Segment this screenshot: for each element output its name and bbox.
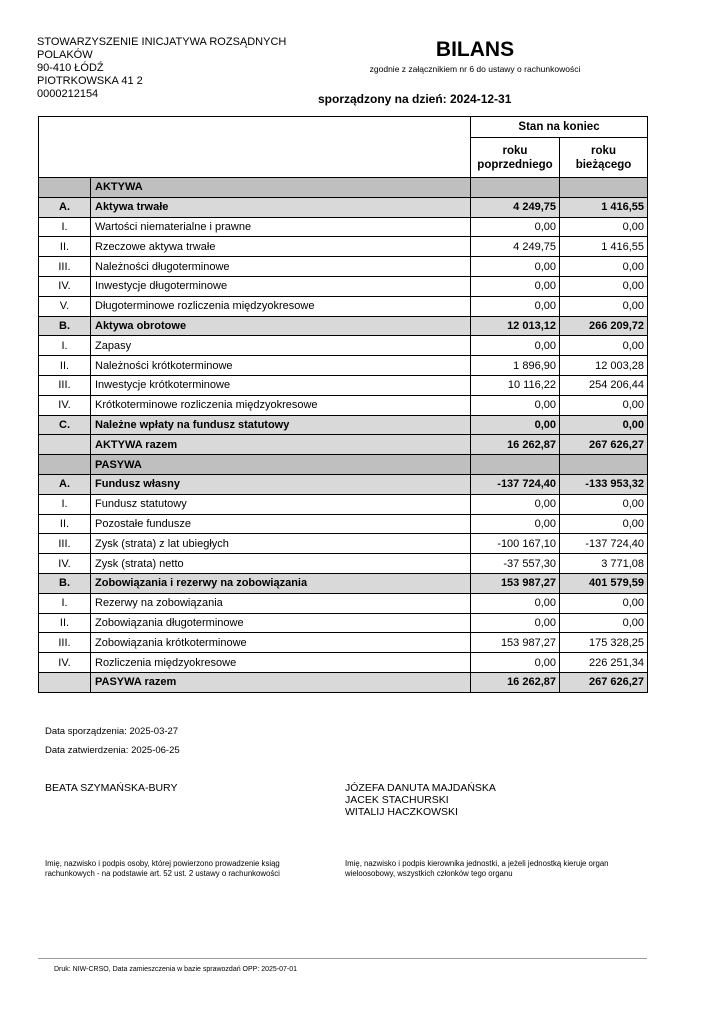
row-prev-value: 0,00 [471, 613, 560, 633]
row-code: III. [39, 534, 91, 554]
board-signers [345, 782, 496, 818]
row-label: Aktywa trwałe [91, 197, 471, 217]
row-label: Długoterminowe rozliczenia międzyokresowe [91, 296, 471, 316]
row-label: Zysk (strata) netto [91, 554, 471, 574]
table-row [39, 395, 648, 415]
row-curr-value: 0,00 [560, 217, 648, 237]
row-code: B. [39, 316, 91, 336]
row-label: Wartości niematerialne i prawne [91, 217, 471, 237]
table-row [39, 237, 648, 257]
caption-board [345, 859, 609, 879]
row-prev-value: -37 557,30 [471, 554, 560, 574]
row-label: Inwestycje krótkoterminowe [91, 375, 471, 395]
row-curr-value: 0,00 [560, 613, 648, 633]
header-group: Stan na koniec [471, 117, 648, 138]
row-code: V. [39, 296, 91, 316]
row-label: Zobowiązania długoterminowe [91, 613, 471, 633]
table-row [39, 316, 648, 336]
row-code: III. [39, 375, 91, 395]
row-label: AKTYWA razem [91, 435, 471, 455]
row-code: II. [39, 613, 91, 633]
row-label: Należności krótkoterminowe [91, 356, 471, 376]
table-row [39, 514, 648, 534]
row-code: III. [39, 257, 91, 277]
row-code: II. [39, 514, 91, 534]
row-label: Zysk (strata) z lat ubiegłych [91, 534, 471, 554]
board-signer: JÓZEFA DANUTA MAJDAŃSKA [345, 782, 496, 794]
table-row [39, 455, 648, 475]
row-label: Zapasy [91, 336, 471, 356]
row-prev-value: -100 167,10 [471, 534, 560, 554]
row-code: I. [39, 593, 91, 613]
row-label: Aktywa obrotowe [91, 316, 471, 336]
document-title: BILANS [435, 38, 515, 61]
date-prepared: Data sporządzenia: 2025-03-27 [45, 726, 179, 737]
row-prev-value: 4 249,75 [471, 197, 560, 217]
table-row [39, 554, 648, 574]
balance-table [38, 116, 648, 693]
row-prev-value [471, 178, 560, 198]
board-signer: JACEK STACHURSKI [345, 794, 449, 806]
table-row [39, 257, 648, 277]
row-prev-value: 153 987,27 [471, 573, 560, 593]
table-row [39, 415, 648, 435]
header-prev-l1: roku [502, 144, 528, 157]
row-prev-value: 12 013,12 [471, 316, 560, 336]
row-code: A. [39, 474, 91, 494]
table-row [39, 534, 648, 554]
row-code [39, 435, 91, 455]
row-curr-value: 0,00 [560, 415, 648, 435]
table-row [39, 613, 648, 633]
row-prev-value: 10 116,22 [471, 375, 560, 395]
table-row [39, 573, 648, 593]
table-row [39, 494, 648, 514]
org-name-line2: POLAKÓW [37, 49, 93, 61]
org-number: 0000212154 [37, 88, 99, 100]
table-row [39, 356, 648, 376]
caption-board-l1: Imię, nazwisko i podpis kierownika jednostki, a jeżeli jednostką kieruje organ [345, 859, 609, 868]
row-label: PASYWA razem [91, 672, 471, 692]
row-curr-value: 0,00 [560, 395, 648, 415]
row-label: Fundusz własny [91, 474, 471, 494]
row-code: I. [39, 217, 91, 237]
footer-divider [38, 958, 647, 959]
row-code: A. [39, 197, 91, 217]
row-curr-value: 0,00 [560, 514, 648, 534]
table-row [39, 435, 648, 455]
table-row [39, 474, 648, 494]
row-label: Pozostałe fundusze [91, 514, 471, 534]
table-row [39, 276, 648, 296]
row-code: IV. [39, 395, 91, 415]
row-prev-value: 0,00 [471, 257, 560, 277]
row-curr-value: 267 626,27 [560, 435, 648, 455]
row-code: I. [39, 494, 91, 514]
row-code: II. [39, 237, 91, 257]
row-curr-value: 0,00 [560, 593, 648, 613]
organization-info [37, 36, 286, 101]
row-label: Krótkoterminowe rozliczenia międzyokresowe [91, 395, 471, 415]
row-code: I. [39, 336, 91, 356]
row-curr-value [560, 455, 648, 475]
org-city: 90-410 ŁÓDŹ [37, 62, 104, 74]
row-curr-value: 1 416,55 [560, 237, 648, 257]
table-row [39, 336, 648, 356]
row-curr-value: 254 206,44 [560, 375, 648, 395]
row-prev-value: -137 724,40 [471, 474, 560, 494]
row-label: Zobowiązania i rezerwy na zobowiązania [91, 573, 471, 593]
table-row [39, 217, 648, 237]
table-row [39, 375, 648, 395]
row-code: IV. [39, 554, 91, 574]
row-label: Fundusz statutowy [91, 494, 471, 514]
row-code [39, 455, 91, 475]
row-code: B. [39, 573, 91, 593]
table-row [39, 197, 648, 217]
row-curr-value: 0,00 [560, 296, 648, 316]
table-row [39, 633, 648, 653]
table-row [39, 593, 648, 613]
table-row [39, 672, 648, 692]
row-curr-value: 401 579,59 [560, 573, 648, 593]
org-street: PIOTRKOWSKA 41 2 [37, 75, 143, 87]
row-label: Rzeczowe aktywa trwałe [91, 237, 471, 257]
row-curr-value: 3 771,08 [560, 554, 648, 574]
header-prev-l2: poprzedniego [477, 158, 553, 171]
table-row [39, 653, 648, 673]
header-curr-l2: bieżącego [575, 158, 632, 171]
header-curr-year [560, 138, 648, 178]
row-label: Inwestycje długoterminowe [91, 276, 471, 296]
row-curr-value: -133 953,32 [560, 474, 648, 494]
row-label: PASYWA [91, 455, 471, 475]
row-prev-value: 1 896,90 [471, 356, 560, 376]
row-prev-value [471, 455, 560, 475]
row-code: IV. [39, 653, 91, 673]
row-curr-value: 0,00 [560, 494, 648, 514]
row-prev-value: 16 262,87 [471, 672, 560, 692]
row-prev-value: 0,00 [471, 653, 560, 673]
row-curr-value [560, 178, 648, 198]
org-name-line1: STOWARZYSZENIE INICJATYWA ROZSĄDNYCH [37, 36, 287, 48]
table-row [39, 178, 648, 198]
row-code: C. [39, 415, 91, 435]
table-row [39, 296, 648, 316]
row-curr-value: 12 003,28 [560, 356, 648, 376]
row-prev-value: 0,00 [471, 593, 560, 613]
row-prev-value: 0,00 [471, 217, 560, 237]
row-code: II. [39, 356, 91, 376]
board-signer: WITALIJ HACZKOWSKI [345, 806, 458, 818]
footer-text: Druk: NIW-CRSO, Data zamieszczenia w bazie sprawozdań OPP: 2025-07-01 [54, 966, 298, 973]
caption-accounting-l1: Imię, nazwisko i podpis osoby, której powierzono prowadzenie ksiąg [45, 859, 280, 868]
row-curr-value: 0,00 [560, 336, 648, 356]
accounting-signer: BEATA SZYMAŃSKA-BURY [45, 782, 178, 794]
caption-accounting [45, 859, 280, 879]
row-prev-value: 4 249,75 [471, 237, 560, 257]
header-curr-l1: roku [591, 144, 616, 157]
row-prev-value: 0,00 [471, 296, 560, 316]
header-prev-year [471, 138, 560, 178]
row-code: IV. [39, 276, 91, 296]
prepared-date-label: sporządzony na dzień: 2024-12-31 [318, 92, 512, 106]
row-prev-value: 0,00 [471, 336, 560, 356]
row-label: Należne wpłaty na fundusz statutowy [91, 415, 471, 435]
row-label: Należności długoterminowe [91, 257, 471, 277]
row-curr-value: 1 416,55 [560, 197, 648, 217]
document-title-block [340, 38, 610, 74]
row-curr-value: 226 251,34 [560, 653, 648, 673]
row-code [39, 178, 91, 198]
row-prev-value: 0,00 [471, 395, 560, 415]
row-curr-value: 267 626,27 [560, 672, 648, 692]
caption-board-l2: wieloosobowy, wszystkich członków tego organu [345, 869, 513, 878]
date-approved: Data zatwierdzenia: 2025-06-25 [45, 745, 180, 756]
row-curr-value: 0,00 [560, 276, 648, 296]
row-prev-value: 16 262,87 [471, 435, 560, 455]
row-label: Rozliczenia międzyokresowe [91, 653, 471, 673]
row-curr-value: 266 209,72 [560, 316, 648, 336]
row-label: Rezerwy na zobowiązania [91, 593, 471, 613]
caption-accounting-l2: rachunkowych - na podstawie art. 52 ust. 2 ustawy o rachunkowości [45, 869, 280, 878]
header-blank [39, 117, 471, 178]
row-prev-value: 0,00 [471, 415, 560, 435]
row-code [39, 672, 91, 692]
row-prev-value: 0,00 [471, 494, 560, 514]
row-label: Zobowiązania krótkoterminowe [91, 633, 471, 653]
row-label: AKTYWA [91, 178, 471, 198]
document-subtitle: zgodnie z załącznikiem nr 6 do ustawy o rachunkowości [369, 64, 581, 74]
row-curr-value: -137 724,40 [560, 534, 648, 554]
row-prev-value: 0,00 [471, 276, 560, 296]
row-prev-value: 0,00 [471, 514, 560, 534]
row-curr-value: 175 328,25 [560, 633, 648, 653]
row-curr-value: 0,00 [560, 257, 648, 277]
row-code: III. [39, 633, 91, 653]
row-prev-value: 153 987,27 [471, 633, 560, 653]
